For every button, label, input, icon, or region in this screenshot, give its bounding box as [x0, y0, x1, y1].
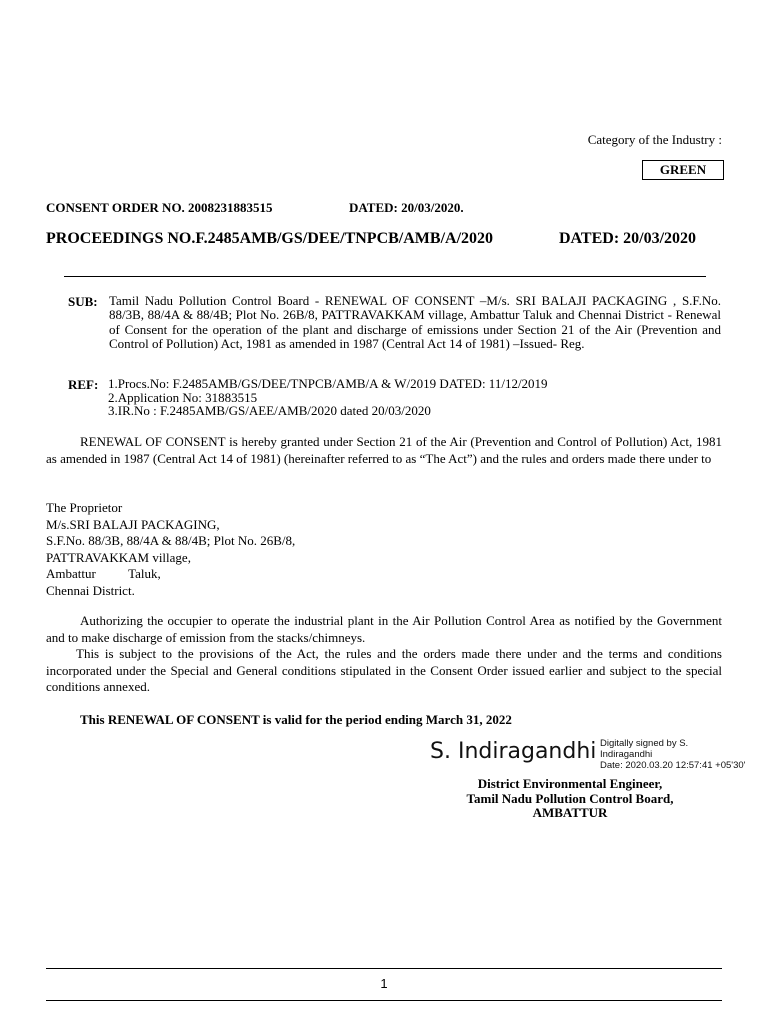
address-line: The Proprietor [46, 500, 123, 515]
reference-item: 3.IR.No : F.2485AMB/GS/AEE/AMB/2020 dated 20/03/2020 [108, 403, 431, 418]
proceedings-date: DATED: 20/03/2020 [559, 230, 697, 247]
grant-paragraph: RENEWAL OF CONSENT is hereby granted under Section 21 of the Air (Prevention and Control of Pollution) Act, 1981 as amended in 1987 (Central Act 14 of 1981) (hereinafter referred to as “The Act”) and the rules and orders made there under to [46, 434, 722, 466]
subject-text: Tamil Nadu Pollution Control Board - RENEWAL OF CONSENT –M/s. SRI BALAJI PACKAGING , S.F.No. 88/3B, 88/4A & 88/4B; Plot No. 26B/8, PATTRAVAKKAM village, Ambattur Taluk and Chennai District - Renewal of Consent for the operation of the plant and discharge of emissions under Section 21 of the Air (Prevention and Control of Pollution) Act, 1981 as amended in 1987 (Central Act 14 of 1981) –Issued- Reg. [109, 293, 721, 352]
address-line: Chennai District. [46, 582, 135, 598]
page-number: 1 [380, 976, 388, 991]
signature-meta-line: Date: 2020.03.20 12:57:41 +05'30' [600, 760, 746, 771]
signatory-designation [445, 777, 695, 821]
subject-label: SUB: [68, 294, 98, 309]
signature-meta-line: Indiragandhi [600, 749, 653, 760]
reference-item: 1.Procs.No: F.2485AMB/GS/DEE/TNPCB/AMB/A & W/2019 DATED: 11/12/2019 [108, 376, 548, 391]
conditions-paragraph: This is subject to the provisions of the Act, the rules and the orders made there under and the terms and conditions incorporated under the Special and General conditions stipulated in the Consent Order issued earlier and subject to the special conditions annexed. [46, 646, 722, 694]
digital-signature-name: S. Indiragandhi [430, 739, 597, 764]
header-divider [64, 276, 706, 277]
digital-signature-details [600, 738, 768, 771]
category-badge: GREEN [642, 160, 724, 180]
authorization-paragraph: Authorizing the occupier to operate the industrial plant in the Air Pollution Control Area as notified by the Government and to make discharge of emission from the stacks/chimneys. [46, 613, 722, 645]
proceedings-number: PROCEEDINGS NO.F.2485AMB/GS/DEE/TNPCB/AMB/A/2020 [46, 230, 494, 247]
address-line: S.F.No. 88/3B, 88/4A & 88/4B; Plot No. 26B/8, [46, 533, 296, 548]
reference-label: REF: [68, 377, 99, 392]
reference-list [108, 377, 548, 418]
designation-line: District Environmental Engineer, [477, 776, 663, 791]
designation-line: Tamil Nadu Pollution Control Board, [466, 790, 674, 806]
signature-meta-line: Digitally signed by S. [600, 738, 689, 749]
page-bottom-divider [46, 1000, 722, 1001]
validity-statement: This RENEWAL OF CONSENT is valid for the period ending March 31, 2022 [80, 712, 512, 727]
address-line: M/s.SRI BALAJI PACKAGING, [46, 516, 220, 532]
footer-divider [46, 968, 722, 969]
designation-line: AMBATTUR [532, 805, 608, 820]
consent-order-number: CONSENT ORDER NO. 2008231883515 [46, 200, 273, 215]
address-line: Ambattur Taluk, [46, 566, 161, 581]
reference-item: 2.Application No: 31883515 [108, 389, 258, 405]
category-label: Category of the Industry : [587, 132, 722, 147]
addressee-block [46, 500, 295, 599]
address-line: PATTRAVAKKAM village, [46, 549, 191, 565]
consent-order-date: DATED: 20/03/2020. [349, 200, 464, 215]
